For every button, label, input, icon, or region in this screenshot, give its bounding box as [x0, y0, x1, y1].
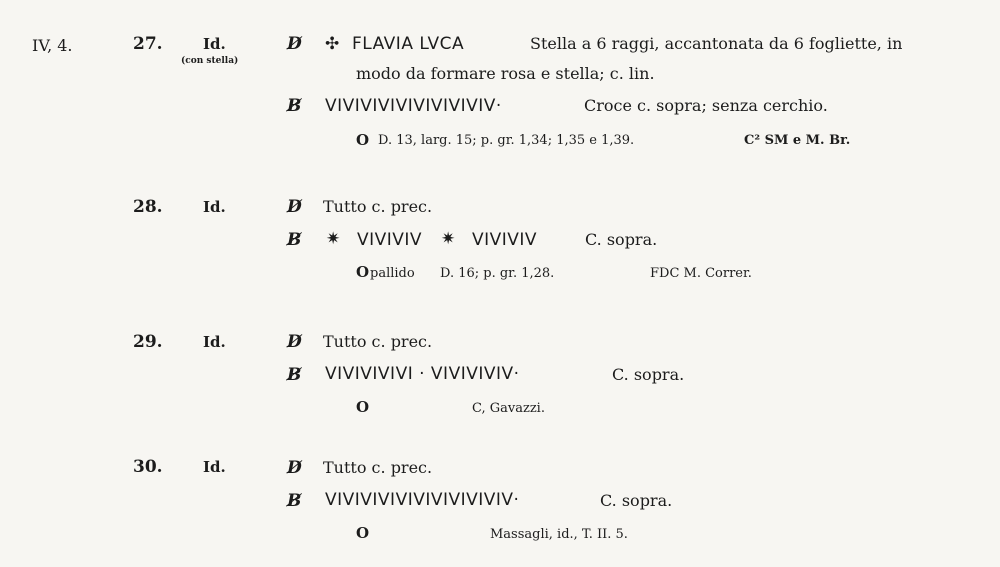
obverse-symbol: D̸	[287, 458, 302, 478]
metal-mark: O	[356, 131, 370, 149]
obverse-description-line2: modo da formare rosa e stella; c. lin.	[356, 64, 655, 83]
reverse-legend-part-a: VIVIVIV	[357, 230, 423, 250]
reverse-description: C. sopra.	[600, 491, 673, 510]
obverse-legend: FLAVIA LVCA	[352, 34, 465, 54]
obverse-description: Tutto c. prec.	[323, 332, 433, 351]
metal-mark: O	[356, 524, 370, 542]
star-icon: ✷	[441, 229, 456, 249]
reverse-legend: VIVIVIVIVI · VIVIVIVIV·	[325, 364, 520, 384]
reverse-symbol: B̸	[287, 491, 302, 511]
collection: Massagli, id., T. II. 5.	[490, 527, 628, 542]
metal-mark: O	[356, 398, 370, 416]
reverse-symbol: B̸	[287, 230, 302, 250]
id-label: Id.	[203, 198, 226, 216]
obverse-description: Tutto c. prec.	[323, 197, 433, 216]
id-note: (con stella)	[181, 56, 239, 66]
measurements: D. 16; p. gr. 1,28.	[440, 266, 555, 281]
id-label: Id.	[203, 333, 226, 351]
reverse-symbol: B̸	[287, 96, 302, 116]
collection: C, Gavazzi.	[472, 401, 545, 416]
collection: C² SM e M. Br.	[744, 133, 851, 148]
reverse-symbol: B̸	[287, 365, 302, 385]
reverse-description: Croce c. sopra; senza cerchio.	[584, 96, 828, 115]
obverse-symbol: D̸	[287, 332, 302, 352]
obverse-symbol: D̸	[287, 197, 302, 217]
entry-number: 29.	[133, 332, 163, 352]
metal-mark: O	[356, 263, 370, 281]
section-reference: IV, 4.	[32, 36, 73, 55]
measurements: D. 13, larg. 15; p. gr. 1,34; 1,35 e 1,39.	[378, 133, 635, 148]
cross-icon: ✣	[325, 34, 340, 54]
id-label: Id.	[203, 35, 226, 53]
entry-number: 30.	[133, 457, 163, 477]
obverse-description: Tutto c. prec.	[323, 458, 433, 477]
entry-number: 27.	[133, 34, 163, 54]
metal-note: pallido	[370, 266, 415, 281]
entry-number: 28.	[133, 197, 163, 217]
reverse-legend: VIVIVIVIVIVIVIVIVIVIV·	[325, 490, 520, 510]
reverse-description: C. sopra.	[585, 230, 658, 249]
star-icon: ✷	[326, 229, 341, 249]
reverse-legend: VIVIVIVIVIVIVIVIVIV·	[325, 96, 502, 116]
collection: FDC M. Correr.	[650, 266, 752, 281]
obverse-description-line1: Stella a 6 raggi, accantonata da 6 fogliette, in	[530, 34, 903, 53]
reverse-legend-part-b: VIVIVIV	[472, 230, 538, 250]
obverse-symbol: D̸	[287, 34, 302, 54]
reverse-description: C. sopra.	[612, 365, 685, 384]
id-label: Id.	[203, 458, 226, 476]
